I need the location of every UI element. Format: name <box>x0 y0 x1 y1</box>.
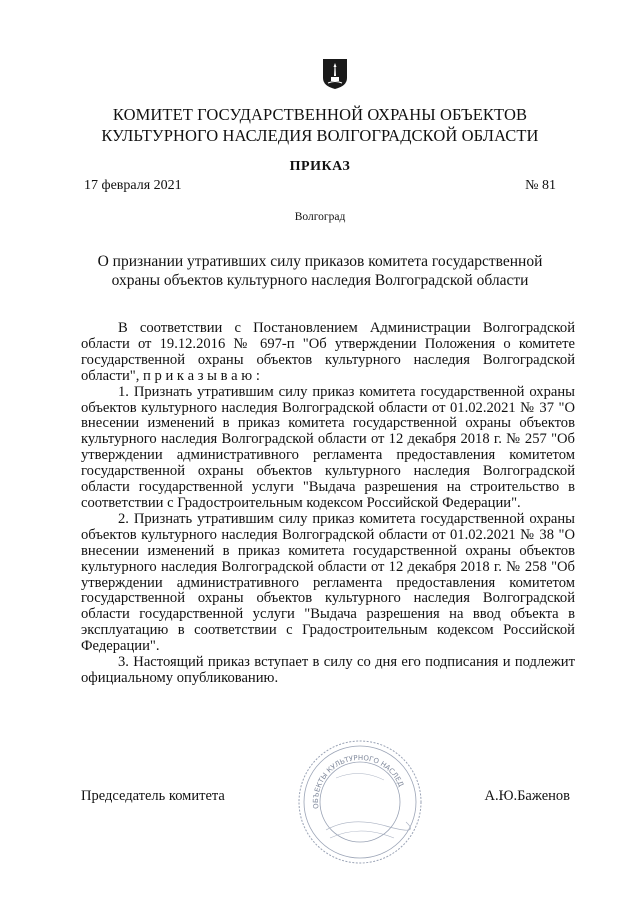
document-city: Волгоград <box>294 211 346 223</box>
organization-name-line2: КУЛЬТУРНОГО НАСЛЕДИЯ ВОЛГОГРАДСКОЙ ОБЛАСТИ <box>101 126 539 145</box>
official-seal-stamp <box>296 738 424 866</box>
document-type: ПРИКАЗ <box>289 159 351 174</box>
document-title: О признании утративших силу приказов комитета государственной охраны объектов культурного наследия Волгоградской области <box>97 253 543 289</box>
document-body <box>81 321 575 687</box>
svg-text:ОБЪЕКТЫ КУЛЬТУРНОГО НАСЛЕДИЯ: ОБЪЕКТЫ КУЛЬТУРНОГО НАСЛЕДИЯ <box>311 753 405 810</box>
body-paragraph: 2. Признать утратившим силу приказ комитета государственной охраны объектов культурного наследия Волгоградской области от 01.02.2021 № 38 "О внесении изменений в приказ комитета государственной охраны объектов культурного наследия Волгоградской области от 12 декабря 2018 г. № 258 "Об утверждении административного регламента предоставления комитетом государственной охраны объектов культурного наследия Волгоградской области государственной услуги "Выдача разрешения на ввод объекта в эксплуатацию в соответствии с Градостроительным кодексом Российской Федерации". <box>81 510 575 655</box>
document-date: 17 февраля 2021 <box>84 178 182 193</box>
body-paragraph: 1. Признать утратившим силу приказ комитета государственной охраны объектов культурного наследия Волгоградской области от 01.02.2021 № 37 "О внесении изменений в приказ комитета государственной охраны объектов культурного наследия Волгоградской области от 12 декабря 2018 г. № 257 "Об утверждении административного регламента предоставления комитетом государственной охраны объектов культурного наследия Волгоградской области государственной услуги "Выдача разрешения на строительство в соответствии с Градостроительным кодексом Российской Федерации". <box>81 383 575 511</box>
body-paragraph: 3. Настоящий приказ вступает в силу со дня его подписания и подлежит официальному опубликованию. <box>81 654 575 686</box>
signatory-name: А.Ю.Баженов <box>484 788 570 804</box>
signatory-position: Председатель комитета <box>81 788 225 804</box>
body-paragraph: В соответствии с Постановлением Администрации Волгоградской области от 19.12.2016 № 697-п "Об утверждении Положения о комитете государственной охраны объектов культурного наследия Волгоградской области", п р и к а з ы в а ю : <box>81 320 575 384</box>
coat-of-arms-emblem <box>322 58 348 90</box>
organization-name-line1: КОМИТЕТ ГОСУДАРСТВЕННОЙ ОХРАНЫ ОБЪЕКТОВ <box>112 105 528 124</box>
document-number: № 81 <box>525 178 556 193</box>
